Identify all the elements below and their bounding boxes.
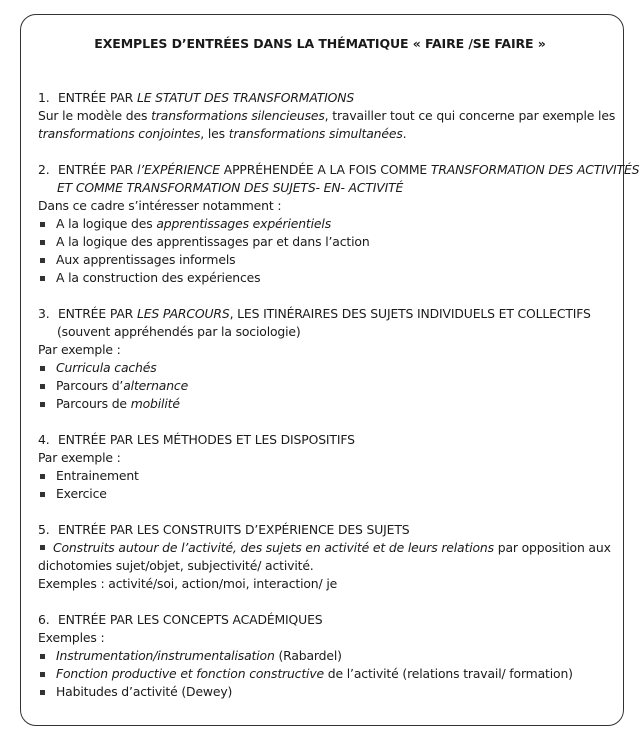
list-item bbox=[56, 395, 180, 413]
section-6-intro: Exemples : bbox=[38, 630, 105, 645]
section-5-number: 5. bbox=[38, 522, 50, 537]
section-2-heading bbox=[38, 161, 639, 179]
text-italic: alternance bbox=[123, 378, 189, 393]
text-italic: Fonction productive et fonction constructive bbox=[56, 666, 324, 681]
document-title: EXEMPLES D’ENTRÉES DANS LA THÉMATIQUE « FAIRE /SE FAIRE » bbox=[94, 36, 546, 51]
text-italic: l’EXPÉRIENCE bbox=[136, 162, 220, 177]
text: , travailler tout ce qui concerne par exemple les bbox=[324, 108, 616, 123]
section-4-heading bbox=[38, 431, 355, 449]
list-item bbox=[56, 683, 232, 701]
list-item bbox=[56, 269, 260, 287]
list-item bbox=[56, 215, 331, 233]
text: A la logique des bbox=[56, 216, 157, 231]
text: Entrainement bbox=[56, 468, 139, 483]
text-italic: Curricula cachés bbox=[56, 360, 157, 375]
list-item bbox=[56, 467, 139, 485]
text: A la logique des apprentissages par et dans l’action bbox=[56, 234, 370, 249]
bullet-icon bbox=[40, 654, 45, 659]
bullet-icon bbox=[40, 240, 45, 245]
text-italic: LES PARCOURS bbox=[136, 306, 230, 321]
text-italic: TRANSFORMATION DES ACTIVITÉS bbox=[430, 162, 640, 177]
section-3-heading-line-2: (souvent appréhendés par la sociologie) bbox=[57, 324, 301, 339]
bullet-icon bbox=[40, 222, 45, 227]
text-italic: Construits autour de l’activité, des sujets en activité et de leurs relations bbox=[53, 540, 494, 555]
text: ENTRÉE PAR LES MÉTHODES ET LES DISPOSITIFS bbox=[58, 432, 355, 447]
section-3-number: 3. bbox=[38, 306, 50, 321]
bullet-icon bbox=[40, 672, 45, 677]
section-6-number: 6. bbox=[38, 612, 50, 627]
text: , les bbox=[200, 126, 229, 141]
bullet-icon bbox=[40, 366, 45, 371]
section-4-intro: Par exemple : bbox=[38, 450, 121, 465]
text-italic: Instrumentation/instrumentalisation bbox=[56, 648, 275, 663]
section-1-heading-italic: LE STATUT DES TRANSFORMATIONS bbox=[136, 90, 355, 105]
bullet-icon bbox=[40, 276, 45, 281]
section-5-examples: Exemples : activité/soi, action/moi, interaction/ je bbox=[38, 576, 338, 591]
bullet-icon bbox=[40, 258, 45, 263]
text: A la construction des expériences bbox=[56, 270, 261, 285]
section-1-text-line-1 bbox=[38, 107, 615, 125]
section-3-intro: Par exemple : bbox=[38, 342, 121, 357]
text: ENTRÉE PAR bbox=[58, 306, 137, 321]
bullet-icon bbox=[40, 402, 45, 407]
text-italic: ET COMME TRANSFORMATION DES SUJETS- EN- ACTIVITÉ bbox=[57, 180, 404, 195]
text: Sur le modèle des bbox=[38, 108, 152, 123]
text: ENTRÉE PAR LES CONSTRUITS D’EXPÉRIENCE DES SUJETS bbox=[58, 522, 410, 537]
section-1-heading bbox=[38, 89, 354, 107]
text: ENTRÉE PAR LES CONCEPTS ACADÉMIQUES bbox=[58, 612, 323, 627]
list-item bbox=[56, 665, 573, 683]
section-2-heading-line-2 bbox=[57, 179, 403, 197]
text: ENTRÉE PAR bbox=[58, 162, 137, 177]
list-item bbox=[56, 233, 370, 251]
text: APPRÉHENDÉE A LA FOIS COMME bbox=[219, 162, 431, 177]
text-italic: transformations conjointes bbox=[38, 126, 201, 141]
text-italic: apprentissages expérientiels bbox=[156, 216, 332, 231]
list-item bbox=[56, 485, 107, 503]
section-4-number: 4. bbox=[38, 432, 50, 447]
section-3-heading bbox=[38, 305, 591, 323]
text: (Rabardel) bbox=[274, 648, 342, 663]
section-1-text-line-2 bbox=[38, 125, 406, 143]
section-5-text-line-1 bbox=[38, 539, 611, 557]
section-5-heading bbox=[38, 521, 409, 539]
list-item bbox=[56, 251, 235, 269]
list-item bbox=[56, 647, 342, 665]
text: Parcours de bbox=[56, 396, 131, 411]
text: , LES ITINÉRAIRES DES SUJETS INDIVIDUELS ET COLLECTIFS bbox=[229, 306, 591, 321]
text-italic: mobilité bbox=[130, 396, 180, 411]
text: . bbox=[402, 126, 407, 141]
bullet-icon bbox=[40, 545, 45, 550]
section-2-number: 2. bbox=[38, 162, 50, 177]
section-2-intro: Dans ce cadre s’intéresser notamment : bbox=[38, 198, 282, 213]
section-5-text-line-2: dichotomies sujet/objet, subjectivité/ activité. bbox=[38, 558, 314, 573]
bullet-icon bbox=[40, 474, 45, 479]
section-6-heading bbox=[38, 611, 322, 629]
text: par opposition aux bbox=[493, 540, 611, 555]
section-1-heading-text: ENTRÉE PAR bbox=[58, 90, 137, 105]
bullet-icon bbox=[40, 690, 45, 695]
text: Aux apprentissages informels bbox=[56, 252, 236, 267]
text-italic: transformations simultanées bbox=[228, 126, 403, 141]
bullet-icon bbox=[40, 384, 45, 389]
text: de l’activité (relations travail/ formation) bbox=[324, 666, 573, 681]
text: Exercice bbox=[56, 486, 107, 501]
section-1-number: 1. bbox=[38, 90, 50, 105]
text: Parcours d’ bbox=[56, 378, 124, 393]
bullet-icon bbox=[40, 492, 45, 497]
list-item bbox=[56, 359, 157, 377]
text-italic: transformations silencieuses bbox=[151, 108, 325, 123]
text: Habitudes d’activité (Dewey) bbox=[56, 684, 233, 699]
list-item bbox=[56, 377, 188, 395]
